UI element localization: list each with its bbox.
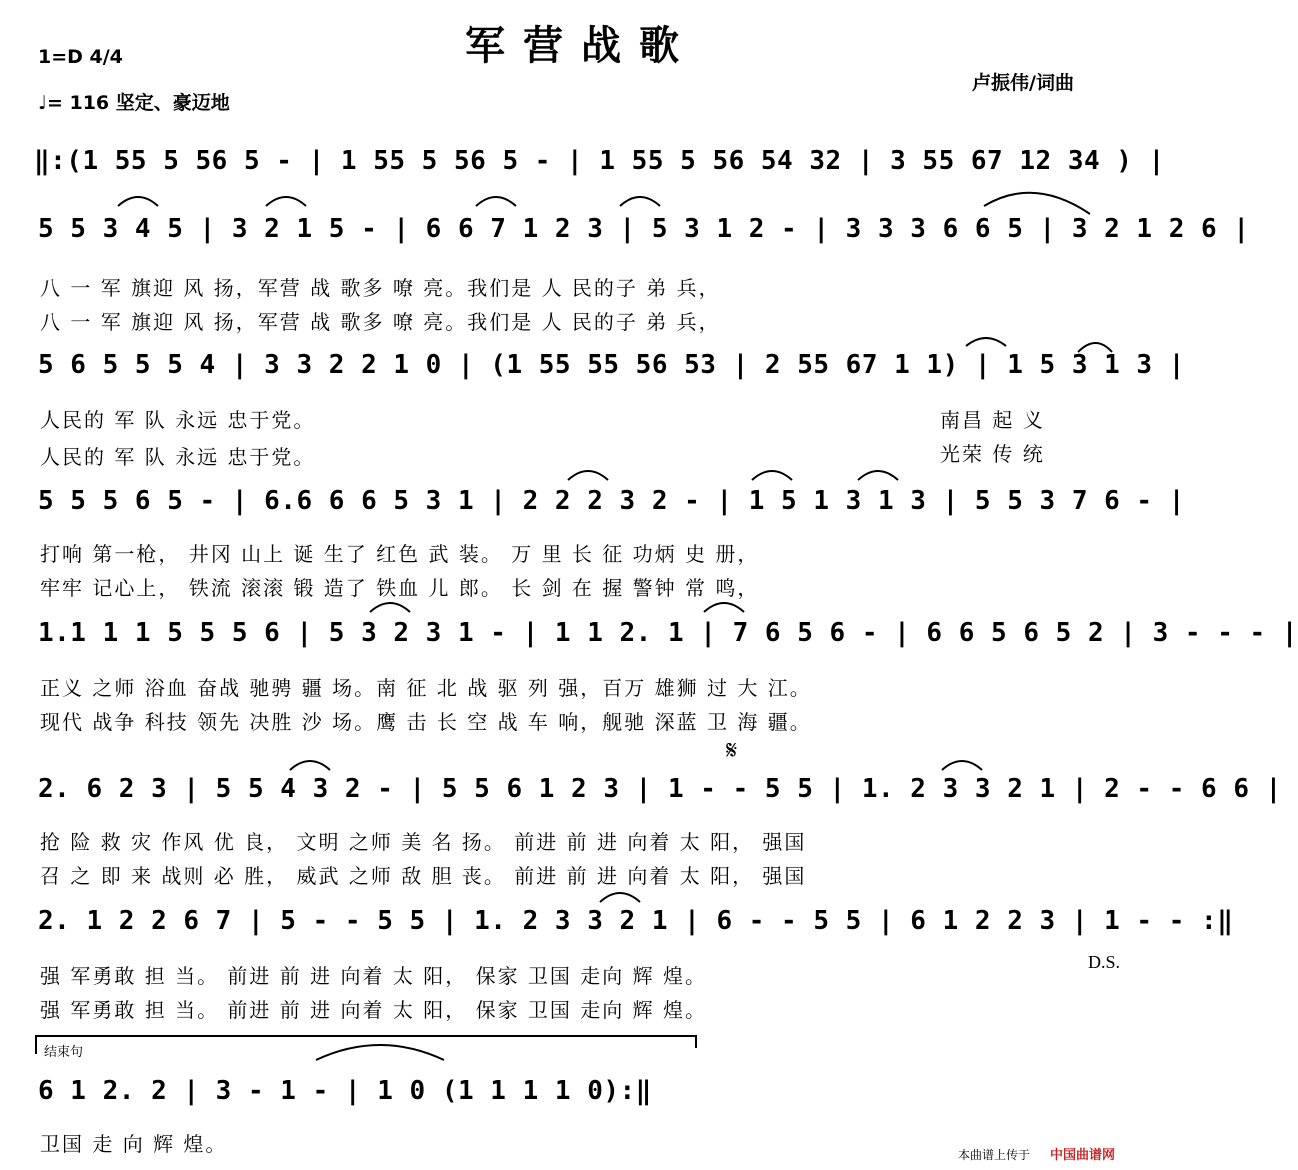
lyric-line: 召 之 即 来 战则 必 胜， 威武 之师 敌 胆 丧。 前进 前 进 向着 太 阳， 强国 <box>40 864 807 888</box>
notation-row: 5 6 5 5 5 4 | 3 3 2 2 1 0 | (1 55 55 56 53 | 2 55 67 1 1) | 1 5 3 1 3 | <box>38 350 1185 380</box>
lyric-line: 打响 第一枪， 井冈 山上 诞 生了 红色 武 装。 万 里 长 征 功炳 史 册， <box>40 542 760 566</box>
upload-note-text: 本曲谱上传于 <box>958 1148 1031 1162</box>
lyric-line: 强 军勇敢 担 当。 前进 前 进 向着 太 阳， 保家 卫国 走向 辉 煌。 <box>40 964 708 988</box>
lyric-line: 南昌 起 义 <box>940 408 1045 432</box>
upload-note <box>958 1146 1030 1163</box>
notation-row: 5 5 5 6 5 - | 6.6 6 6 5 3 1 | 2 2 2 3 2 - | 1 5 1 3 1 3 | 5 5 3 7 6 - | <box>38 486 1185 516</box>
lyric-line: 人民的 军 队 永远 忠于党。 <box>40 445 316 469</box>
site-logo <box>1050 1144 1115 1163</box>
ending-label: 结束句 <box>44 1045 84 1060</box>
ds-marking: D.S. <box>1088 952 1121 972</box>
lyric-line: 人民的 军 队 永远 忠于党。 <box>40 408 316 432</box>
lyric-line: 八 一 军 旗迎 风 扬，军营 战 歌多 嘹 亮。我们是 人 民的子 弟 兵， <box>40 276 721 300</box>
key-signature: 1=D 4/4 <box>38 46 123 68</box>
notation-row: 5 5 3 4 5 | 3 2 1 5 - | 6 6 7 1 2 3 | 5 3 1 2 - | 3 3 3 6 6 5 | 3 2 1 2 6 | <box>38 214 1250 244</box>
lyric-line: 八 一 军 旗迎 风 扬，军营 战 歌多 嘹 亮。我们是 人 民的子 弟 兵， <box>40 310 721 334</box>
notation-row: 2. 6 2 3 | 5 5 4 3 2 - | 5 5 6 1 2 3 | 1 - - 5 5 | 1. 2 3 3 2 1 | 2 - - 6 6 | <box>38 774 1282 804</box>
site-logo-text: 中国曲谱网 <box>1050 1148 1116 1163</box>
lyric-line: 强 军勇敢 担 当。 前进 前 进 向着 太 阳， 保家 卫国 走向 辉 煌。 <box>40 998 708 1022</box>
notation-row: 6 1 2. 2 | 3 - 1 - | 1 0 (1 1 1 1 0):‖ <box>38 1076 652 1106</box>
lyric-line: 现代 战争 科技 领先 决胜 沙 场。鹰 击 长 空 战 车 响，舰驰 深蓝 卫 海 疆。 <box>40 710 812 734</box>
lyric-line: 牢牢 记心上， 铁流 滚滚 锻 造了 铁血 儿 郎。 长 剑 在 握 警钟 常 鸣， <box>40 576 760 600</box>
notation-row: ‖:(1 55 5 56 5 - | 1 55 5 56 5 - | 1 55 5 56 54 32 | 3 55 67 12 34 ) | <box>34 146 1165 176</box>
tempo-marking: ♩= 116 坚定、豪迈地 <box>38 92 230 114</box>
lyric-line: 正义 之师 浴血 奋战 驰骋 疆 场。南 征 北 战 驱 列 强，百万 雄狮 过 大 江。 <box>40 676 812 700</box>
notation-row: 1.1 1 1 5 5 5 6 | 5 3 2 3 1 - | 1 1 2. 1 | 7 6 5 6 - | 6 6 5 6 5 2 | 3 - - - | <box>38 618 1298 648</box>
lyric-line: 抢 险 救 灾 作风 优 良， 文明 之师 美 名 扬。 前进 前 进 向着 太 阳， 强国 <box>40 830 807 854</box>
page-title: 军营战歌 <box>465 23 697 69</box>
composer-credit: 卢振伟/词曲 <box>972 72 1074 94</box>
segno-sign: 𝄋 <box>726 736 738 766</box>
notation-row: 2. 1 2 2 6 7 | 5 - - 5 5 | 1. 2 3 3 2 1 | 6 - - 5 5 | 6 1 2 2 3 | 1 - - :‖ <box>38 906 1234 936</box>
lyric-line: 光荣 传 统 <box>940 442 1045 466</box>
lyric-line: 卫国 走 向 辉 煌。 <box>40 1132 228 1156</box>
